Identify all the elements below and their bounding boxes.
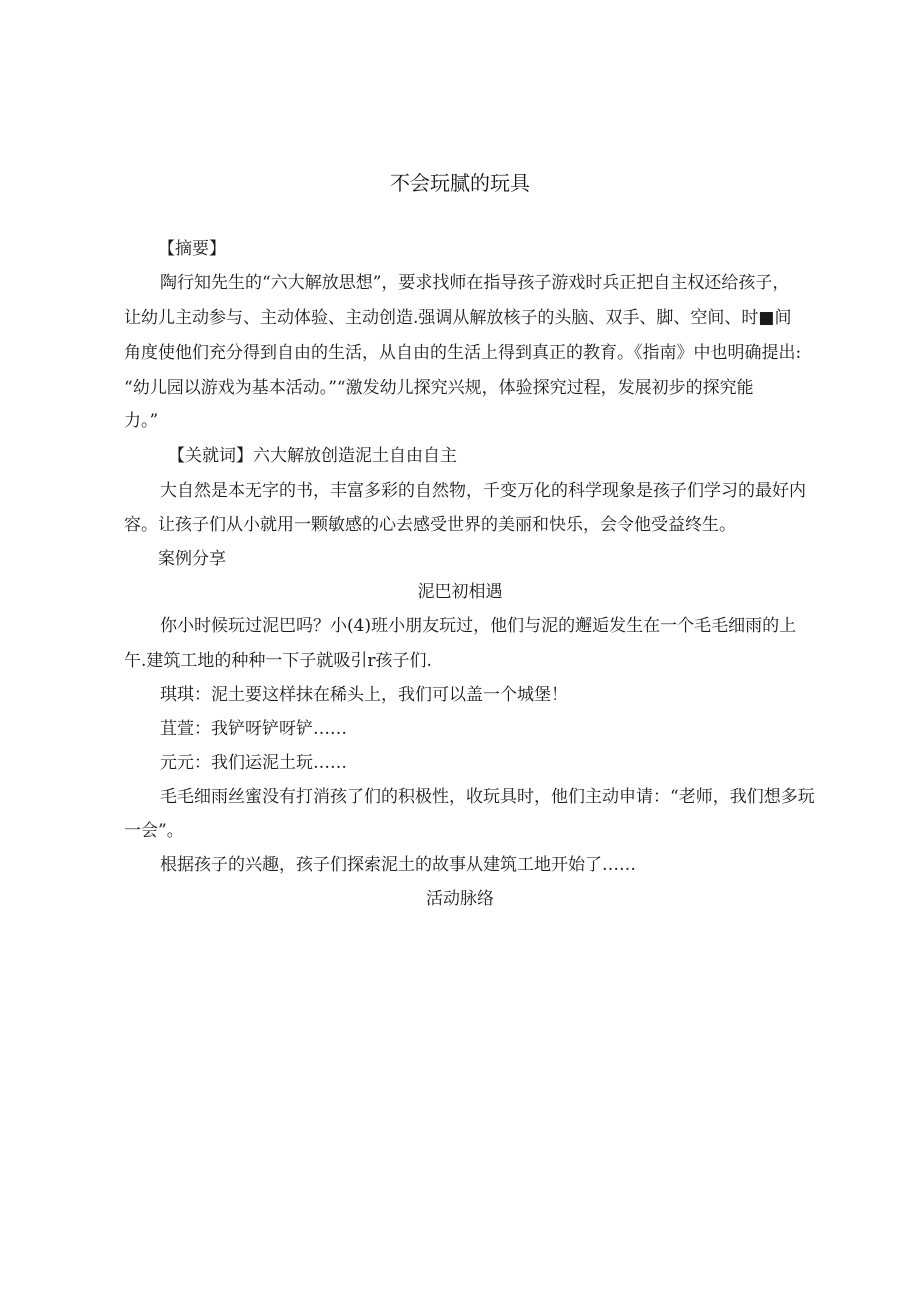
subsection-heading: 泥巴初相遇 xyxy=(417,582,503,602)
abstract-label: 【摘要】 xyxy=(158,239,226,259)
abstract-line: 角度使他们充分得到自由的生活，从自由的生活上得到真正的教育。《指南》中也明确提出: xyxy=(124,343,802,363)
intro-line: 大自然是本无字的书，丰富多彩的自然物，千变万化的科学现象是孩子们学习的最好内 xyxy=(160,481,806,501)
document-title: 不会玩腻的玩具 xyxy=(390,171,530,195)
abstract-line: 力。” xyxy=(124,411,159,431)
abstract-line: “幼儿园以游戏为基本活动。”“激发幼儿探究兴规，体验探究过程，发展初步的探究能 xyxy=(124,378,754,398)
story-line: 午.建筑工地的种种一下子就吸引r孩子们. xyxy=(124,651,432,671)
story-line: 根据孩子的兴趣，孩子们探索泥土的故事从建筑工地开始了…… xyxy=(160,855,636,875)
dialogue-line: 元元：我们运泥土玩…… xyxy=(160,753,347,773)
intro-line: 容。让孩子们从小就用一颗敏感的心去感受世界的美丽和快乐，会令他受益终生。 xyxy=(124,515,736,535)
section-heading: 案例分享 xyxy=(158,549,226,569)
dialogue-line: 苴萱：我铲呀铲呀铲…… xyxy=(160,719,347,739)
abstract-line: 让幼儿主动参与、主动体验、主动创造.强调从解放核子的头脑、双手、脚、空间、时■间 xyxy=(124,308,792,328)
story-line: 一会”。 xyxy=(124,821,184,841)
dialogue-line: 琪琪：泥土要这样抹在稀头上，我们可以盖一个城堡！ xyxy=(160,685,568,705)
final-heading: 活动脉络 xyxy=(426,889,494,909)
abstract-line: 陶行知先生的“六大解放思想”，要求找师在指导孩子游戏时兵正把自主权还给孩子， xyxy=(160,273,790,293)
keywords-line: 【关就词】六大解放创造泥土自由自主 xyxy=(168,446,457,466)
story-line: 毛毛细雨丝蜜没有打消孩了们的积极性，收玩具时，他们主动申请：“老师，我们想多玩 xyxy=(160,787,815,807)
story-line: 你小时候玩过泥巴吗？小(4)班小朋友玩过，他们与泥的邂逅发生在一个毛毛细雨的上 xyxy=(160,616,797,636)
